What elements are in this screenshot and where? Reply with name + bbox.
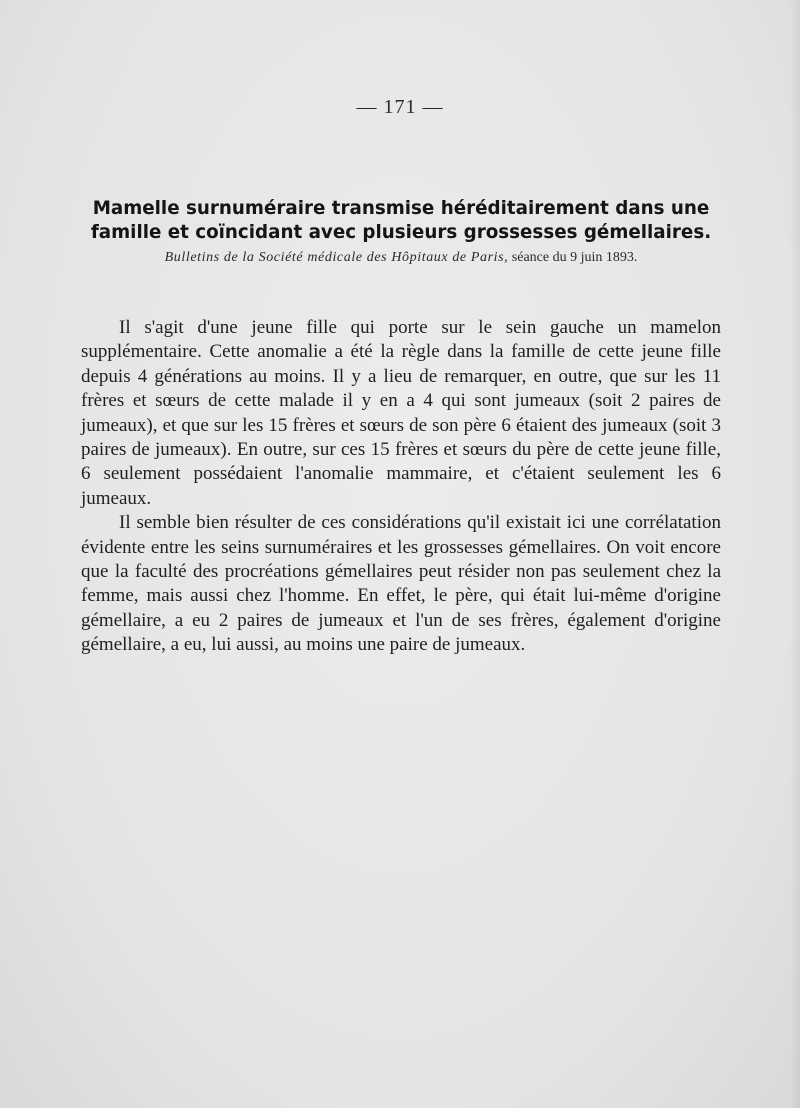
article-body xyxy=(81,316,721,658)
page-number: — 171 — xyxy=(356,96,444,118)
paragraph-1: Il s'agit d'une jeune fille qui porte sur le sein gauche un mamelon supplémentaire. Cette anomalie a été la règle dans la famille de cette jeune fille depuis 4 générations au moins. Il y a lieu de remarquer, en outre, que sur les 11 frères et sœurs de cette malade il y en a 4 qui sont jumeaux (soit 2 paires de jumeaux), et que sur les 15 frères et sœurs de son père 6 étaient des jumeaux (soit 3 paires de jumeaux). En outre, sur ces 15 frères et sœurs du père de cette jeune fille, 6 seulement possédaient l'anomalie mammaire, et c'étaient seulement les 6 jumeaux. xyxy=(81,317,721,509)
source-session: séance du 9 juin 1893. xyxy=(508,250,638,265)
paragraph-2: Il semble bien résulter de ces considérations qu'il existait ici une corrélatation évidente entre les seins surnuméraires et les grossesses gémellaires. On voit encore que la faculté des procréations gémellaires peut résider non pas seulement chez la femme, mais aussi chez l'homme. En effet, le père, qui était lui-même d'origine gémellaire, a eu 2 paires de jumeaux et l'un de ses frères, également d'origine gémellaire, a eu, lui aussi, au moins une paire de jumeaux. xyxy=(81,512,721,656)
source-citation xyxy=(78,249,724,267)
page-edge-shadow xyxy=(790,0,800,1108)
article-title: Mamelle surnuméraire transmise héréditairement dans une famille et coïncidant avec plusieurs grossesses gémellaires. xyxy=(90,198,712,243)
source-journal: Bulletins de la Société médicale des Hôpitaux de Paris, xyxy=(164,250,509,265)
